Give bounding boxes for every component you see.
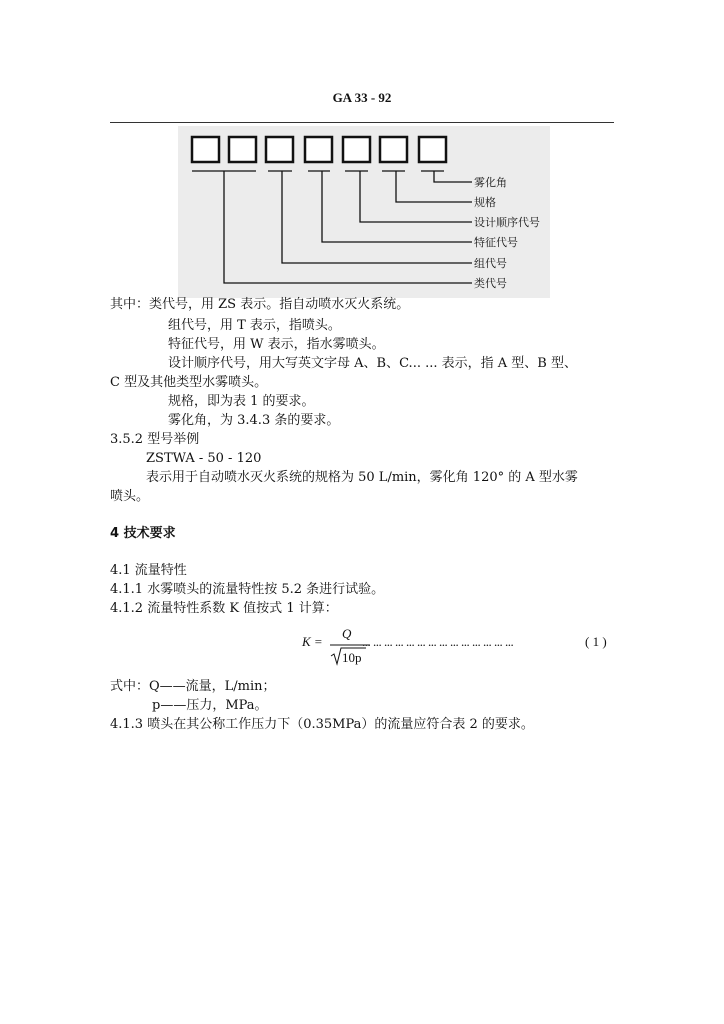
formula-legend-p: p——压力，MPa。: [152, 698, 268, 713]
k-formula: [302, 626, 622, 668]
leader-angle: [434, 171, 472, 182]
text-line-4: 设计顺序代号，用大写英文字母 A、B、C... ... 表示，指 A 型、B 型、: [168, 356, 577, 371]
formula-number: ( 1 ): [585, 634, 607, 649]
section-3-5-2-heading: 3.5.2 型号举例: [110, 432, 200, 447]
label-feature-code: 特征代号: [474, 236, 518, 249]
formula-denominator: 10p: [342, 650, 362, 665]
code-box-6: [380, 137, 407, 162]
text-line-6: 规格，即为表 1 的要求。: [168, 394, 315, 409]
code-box-7: [419, 137, 446, 162]
section-4-1-heading: 4.1 流量特性: [110, 563, 187, 578]
text-line-10: 表示用于自动喷水灭火系统的规格为 50 L/min，雾化角 120° 的 A 型水雾: [146, 470, 578, 485]
text-line-5: C 型及其他类型水雾喷头。: [110, 375, 268, 390]
code-box-1: [192, 137, 219, 162]
code-box-3: [266, 137, 293, 162]
header-rule: [110, 122, 614, 123]
text-line-3: 特征代号，用 W 表示，指水雾喷头。: [168, 337, 385, 352]
leader-class: [224, 171, 472, 283]
page-header: GA 33 - 92: [332, 90, 392, 105]
formula-legend-q: 式中：Q——流量，L/min；: [110, 679, 276, 694]
formula-dots: ... ... ... ... ... ... ... ... ... ... ... ... ... ...: [362, 634, 514, 649]
text-line-11: 喷头。: [110, 489, 150, 504]
section-4-1-1: 4.1.1 水雾喷头的流量特性按 5.2 条进行试验。: [110, 582, 385, 597]
section-4-heading: 4 技术要求: [110, 526, 176, 541]
leader-design: [360, 171, 472, 222]
code-box-5: [343, 137, 370, 162]
code-box-4: [305, 137, 332, 162]
label-atomization-angle: 雾化角: [474, 176, 507, 189]
text-line-7: 雾化角，为 3.4.3 条的要求。: [168, 413, 340, 428]
text-line-1: 其中：类代号，用 ZS 表示。指自动喷水灭火系统。: [110, 297, 410, 312]
text-line-2: 组代号，用 T 表示，指喷头。: [168, 318, 341, 333]
model-code-figure: [178, 126, 550, 298]
section-4-1-2: 4.1.2 流量特性系数 K 值按式 1 计算：: [110, 601, 338, 616]
label-specification: 规格: [474, 196, 496, 209]
label-class-code: 类代号: [474, 277, 507, 290]
section-4-1-3: 4.1.3 喷头在其公称工作压力下（0.35MPa）的流量应符合表 2 的要求。: [110, 717, 534, 732]
model-example: ZSTWA - 50 - 120: [146, 451, 262, 466]
formula-numerator: Q: [342, 626, 352, 641]
code-box-2: [229, 137, 256, 162]
label-group-code: 组代号: [474, 257, 507, 270]
model-code-diagram: [178, 126, 550, 298]
leader-group: [282, 171, 472, 263]
label-design-sequence-code: 设计顺序代号: [474, 216, 540, 229]
formula-lhs: K =: [302, 634, 323, 649]
